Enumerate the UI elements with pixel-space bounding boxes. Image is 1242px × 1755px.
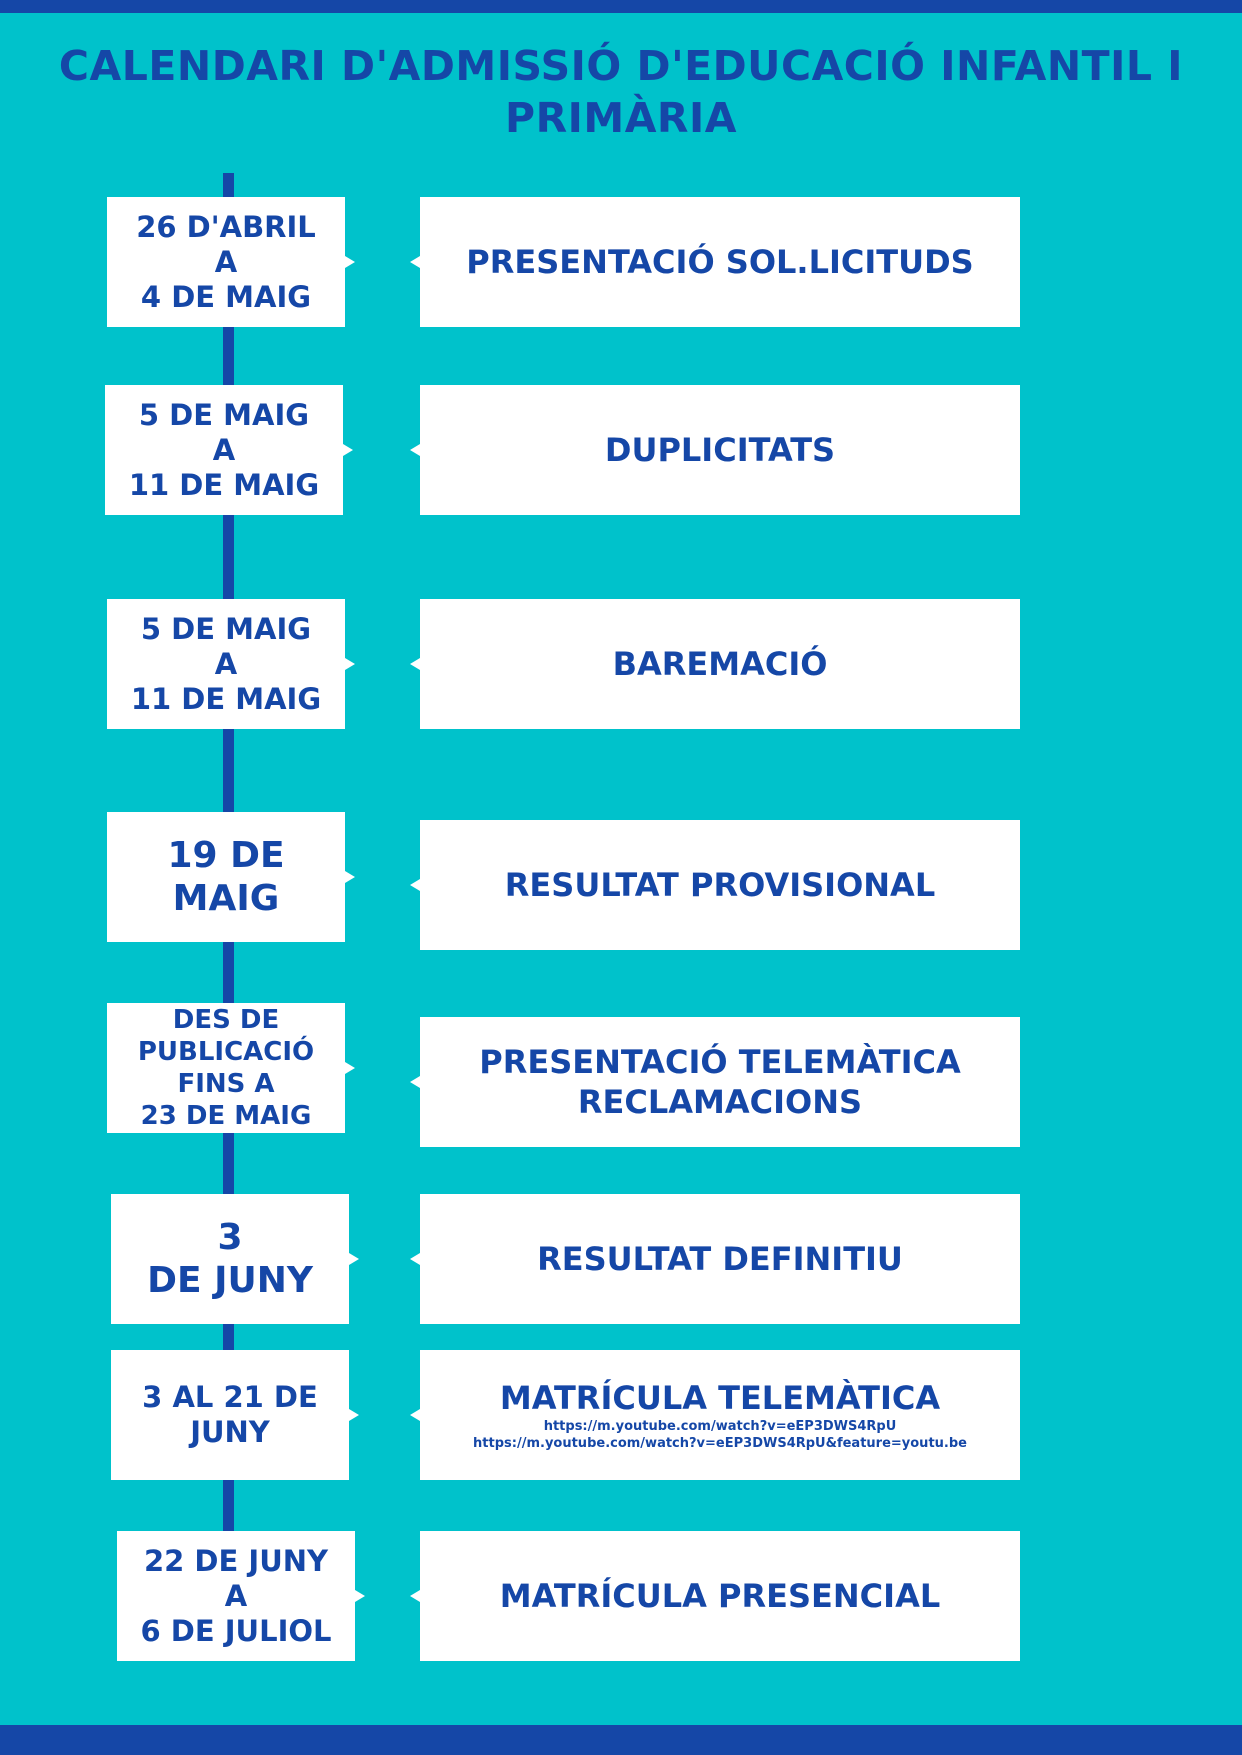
event-box-8: MATRÍCULA PRESENCIAL (420, 1531, 1020, 1661)
event-box-7 (420, 1350, 1020, 1480)
event-box-4: RESULTAT PROVISIONAL (420, 820, 1020, 950)
date-box-5: DES DE PUBLICACIÓ FINS A 23 DE MAIG (107, 1003, 345, 1133)
video-link-1[interactable]: https://m.youtube.com/watch?v=eEP3DWS4RpU (543, 1419, 897, 1434)
bottom-bar (0, 1725, 1242, 1755)
event-box-3: BAREMACIÓ (420, 599, 1020, 729)
event-box-1: PRESENTACIÓ SOL.LICITUDS (420, 197, 1020, 327)
date-box-1: 26 D'ABRIL A 4 DE MAIG (107, 197, 345, 327)
video-link-2[interactable]: https://m.youtube.com/watch?v=eEP3DWS4RpU&feature=youtu.be (473, 1436, 967, 1451)
date-box-4: 19 DE MAIG (107, 812, 345, 942)
date-box-6: 3 DE JUNY (111, 1194, 349, 1324)
event-label-7: MATRÍCULA TELEMÀTICA (499, 1379, 941, 1417)
event-box-5: PRESENTACIÓ TELEMÀTICA RECLAMACIONS (420, 1017, 1020, 1147)
date-box-2: 5 DE MAIG A 11 DE MAIG (105, 385, 343, 515)
event-box-2: DUPLICITATS (420, 385, 1020, 515)
top-bar (0, 0, 1242, 13)
date-box-7: 3 AL 21 DE JUNY (111, 1350, 349, 1480)
page-title: CALENDARI D'ADMISSIÓ D'EDUCACIÓ INFANTIL I PRIMÀRIA (58, 42, 1184, 142)
date-box-3: 5 DE MAIG A 11 DE MAIG (107, 599, 345, 729)
date-box-8: 22 DE JUNY A 6 DE JULIOL (117, 1531, 355, 1661)
event-box-6: RESULTAT DEFINITIU (420, 1194, 1020, 1324)
